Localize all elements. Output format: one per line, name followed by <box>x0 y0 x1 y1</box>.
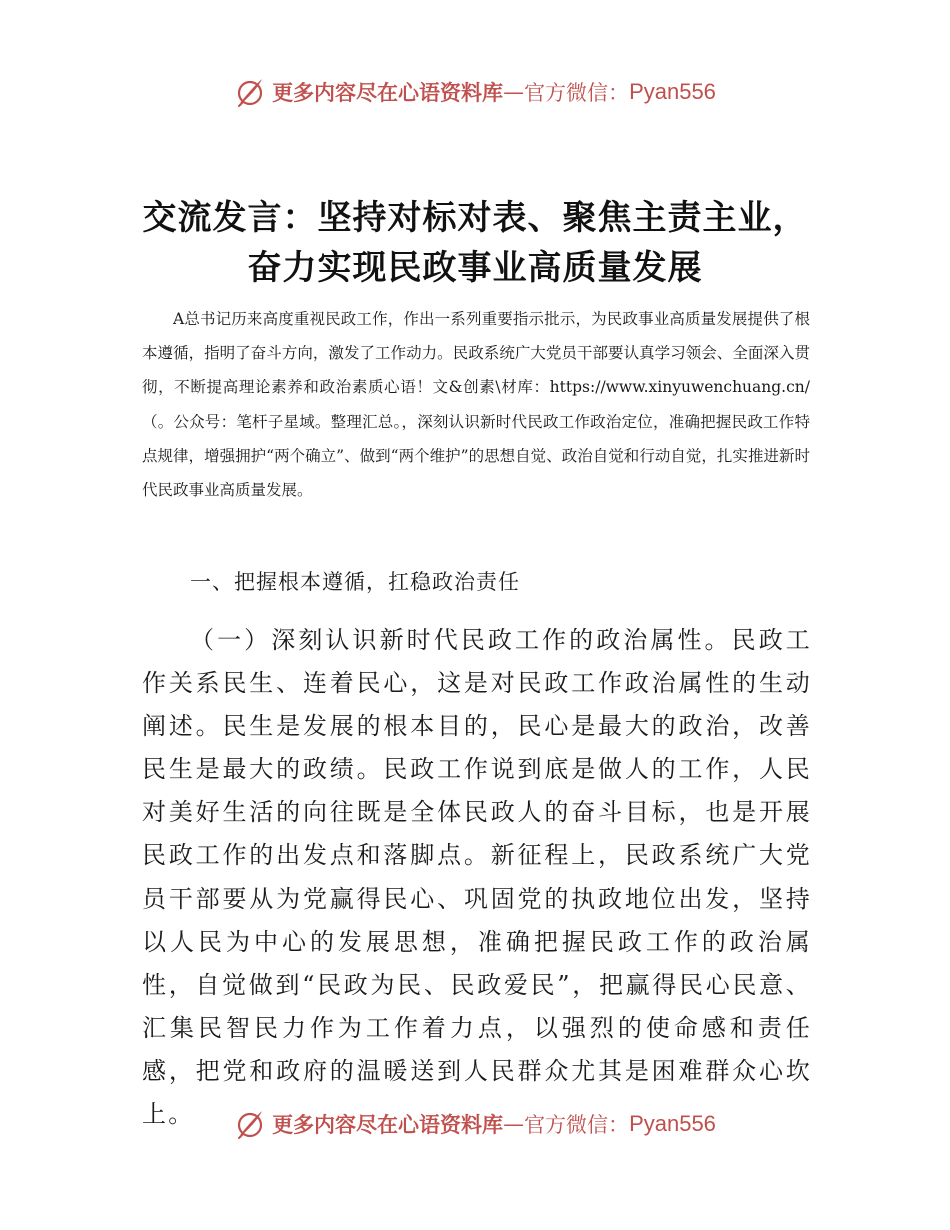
watermark-site-name: 更多内容尽在心语资料库 <box>272 1113 504 1137</box>
watermark-wechat-label: 官方微信： <box>524 81 630 105</box>
document-title-line-1: 交流发言：坚持对标对表、聚焦主责主业， <box>142 198 808 238</box>
intro-paragraph: A总书记历来高度重视民政工作，作出一系列重要指示批示，为民政事业高质量发展提供了根本遵循，指明了奋斗方向，激发了工作动力。民政系统广大党员干部要认真学习领会、全面深入贯彻，不断提高理论素养和政治素质心语！文&创素\材库：https://www.xinyuwenchuang.cn/（。公众号：笔杆子星域。整理汇总。，深刻认识新时代民政工作政治定位，准确把握民政工作特点规律，增强拥护“两个确立”、做到“两个维护”的思想自觉、政治自觉和行动自觉，扎实推进新时代民政事业高质量发展。 <box>142 310 810 500</box>
quill-pen-logo-icon <box>234 76 266 108</box>
quill-pen-logo-icon <box>234 1108 266 1140</box>
watermark-wechat-id: Pyan556 <box>629 1111 716 1136</box>
watermark-wechat-id: Pyan556 <box>629 79 716 104</box>
watermark-separator: — <box>503 80 525 104</box>
section-1-heading: 一、把握根本遵循，扛稳政治责任 <box>190 570 520 594</box>
watermark-wechat-label: 官方微信： <box>524 1113 630 1137</box>
document-title-line-2: 奋力实现民政事业高质量发展 <box>247 248 703 288</box>
header-watermark-banner <box>0 72 950 112</box>
section-1-paragraph-1: （一）深刻认识新时代民政工作的政治属性。民政工作关系民生、连着民心，这是对民政工作政治属性的生动阐述。民生是发展的根本目的，民心是最大的政治，改善民生是最大的政绩。民政工作说到底是做人的工作，人民对美好生活的向往既是全体民政人的奋斗目标，也是开展民政工作的出发点和落脚点。新征程上，民政系统广大党员干部要从为党赢得民心、巩固党的执政地位出发，坚持以人民为中心的发展思想，准确把握民政工作的政治属性，自觉做到“民政为民、民政爱民”，把赢得民心民意、汇集民智民力作为工作着力点，以强烈的使命感和责任感，把党和政府的温暖送到人民群众尤其是困难群众心坎上。 <box>142 626 812 1129</box>
watermark-separator: — <box>503 1112 525 1136</box>
footer-watermark-banner <box>0 1104 950 1144</box>
watermark-site-name: 更多内容尽在心语资料库 <box>272 81 504 105</box>
